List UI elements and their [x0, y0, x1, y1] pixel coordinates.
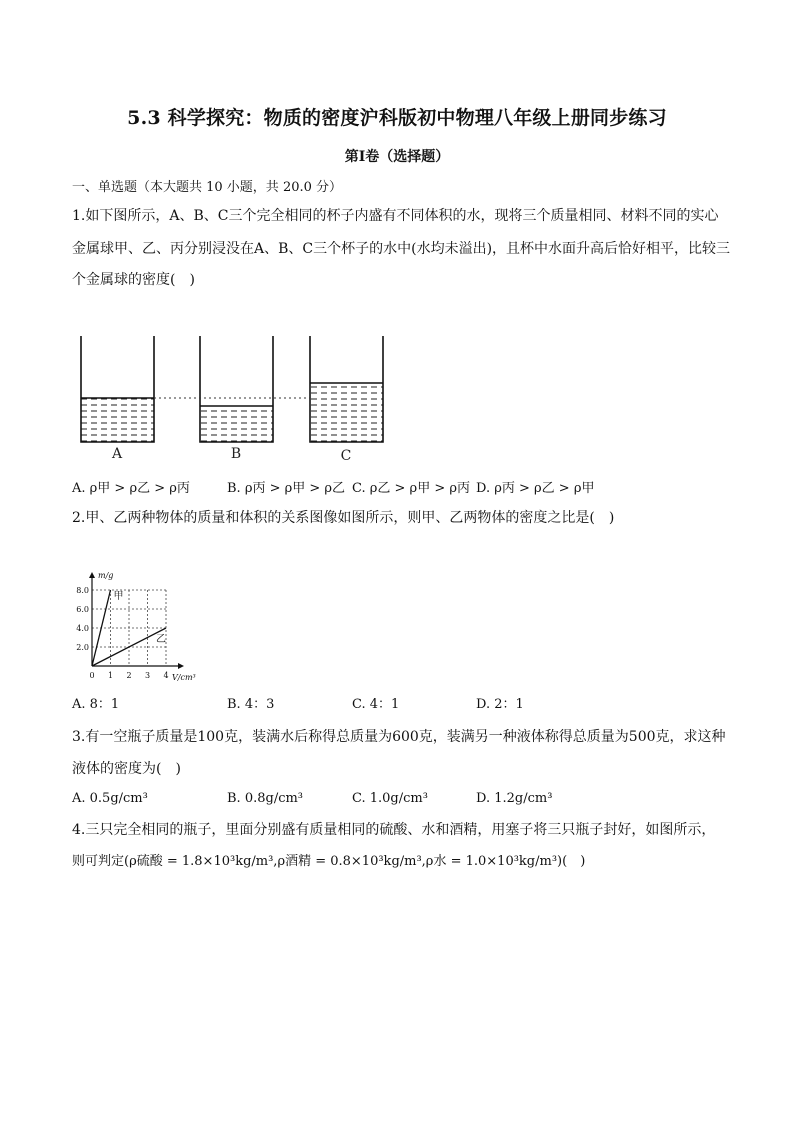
y-tick-label: 2.0 — [76, 643, 89, 652]
y-tick-label: 8.0 — [76, 586, 89, 595]
q1-option-d[interactable]: D. ρ丙 > ρ乙 > ρ甲 — [476, 481, 595, 496]
cup-a — [81, 336, 154, 442]
q3-option-c[interactable]: C. 1.0g/cm³ — [352, 791, 428, 806]
x-tick-label: 1 — [107, 671, 114, 680]
q4-text-line-2: 则可判定(ρ硫酸 = 1.8×10³kg/m³,ρ酒精 = 0.8×10³kg/m³,ρ水 = 1.0×10³kg/m³)( ) — [72, 854, 586, 869]
series-line-2 — [92, 628, 166, 666]
q2-mass-volume-chart — [70, 568, 210, 688]
q1-text-line-1: 1.如下图所示，A、B、C三个完全相同的杯子内盛有不同体积的水，现将三个质量相同、材料不同的实心 — [72, 208, 719, 224]
series-label-1: 甲 — [113, 591, 124, 602]
page-title: 5.3 科学探究：物质的密度沪科版初中物理八年级上册同步练习 — [127, 107, 667, 129]
q3-option-d[interactable]: D. 1.2g/cm³ — [476, 791, 553, 806]
cup-label-a: A — [111, 446, 123, 462]
x-tick-label: 0 — [89, 671, 95, 680]
q3-option-b[interactable]: B. 0.8g/cm³ — [227, 791, 304, 806]
q2-option-d[interactable]: D. 2：1 — [476, 697, 524, 712]
q2-option-b[interactable]: B. 4：3 — [227, 697, 275, 712]
q2-text-line: 2.甲、乙两种物体的质量和体积的关系图像如图所示，则甲、乙两物体的密度之比是( ) — [72, 510, 615, 526]
q1-text-line-2: 金属球甲、乙、丙分别浸没在A、B、C三个杯子的水中(水均未溢出)，且杯中水面升高后恰好相平，比较三 — [72, 241, 731, 257]
cup-c — [310, 336, 383, 442]
section-subtitle: 第Ⅰ卷（选择题） — [344, 149, 450, 165]
q1-text-line-3: 个金属球的密度( ) — [72, 272, 195, 288]
y-axis-label: m/g — [98, 571, 114, 580]
q1-option-c[interactable]: C. ρ乙 > ρ甲 > ρ丙 — [352, 481, 470, 496]
section-heading: 一、单选题（本大题共 10 小题，共 20.0 分） — [72, 180, 343, 195]
q2-option-a[interactable]: A. 8：1 — [72, 697, 120, 712]
cup-b — [200, 336, 273, 442]
x-tick-label: 4 — [163, 671, 169, 680]
q3-option-a[interactable]: A. 0.5g/cm³ — [72, 791, 148, 806]
y-axis-arrow-icon — [89, 572, 95, 578]
x-tick-label: 3 — [144, 671, 151, 680]
q1-option-a[interactable]: A. ρ甲 > ρ乙 > ρ丙 — [72, 481, 190, 496]
q1-cups-figure — [70, 330, 400, 465]
q2-option-c[interactable]: C. 4：1 — [352, 697, 400, 712]
x-axis-arrow-icon — [178, 663, 184, 669]
q1-option-b[interactable]: B. ρ丙 > ρ甲 > ρ乙 — [227, 481, 346, 496]
q3-text-line-2: 液体的密度为( ) — [72, 761, 181, 777]
x-tick-label: 2 — [126, 671, 132, 680]
y-tick-label: 4.0 — [76, 624, 89, 633]
q4-text-line-1: 4.三只完全相同的瓶子，里面分别盛有质量相同的硫酸、水和酒精，用塞子将三只瓶子封好，如图所示， — [72, 822, 716, 838]
q3-text-line-1: 3.有一空瓶子质量是100克，装满水后称得总质量为600克，装满另一种液体称得总质量为500克，求这种 — [72, 729, 726, 745]
series-label-2: 乙 — [156, 634, 166, 645]
series-line-1 — [92, 590, 111, 666]
cup-label-c: C — [340, 448, 352, 464]
y-tick-label: 6.0 — [76, 605, 89, 614]
cup-label-b: B — [230, 446, 242, 462]
x-axis-label: V/cm³ — [172, 673, 196, 682]
